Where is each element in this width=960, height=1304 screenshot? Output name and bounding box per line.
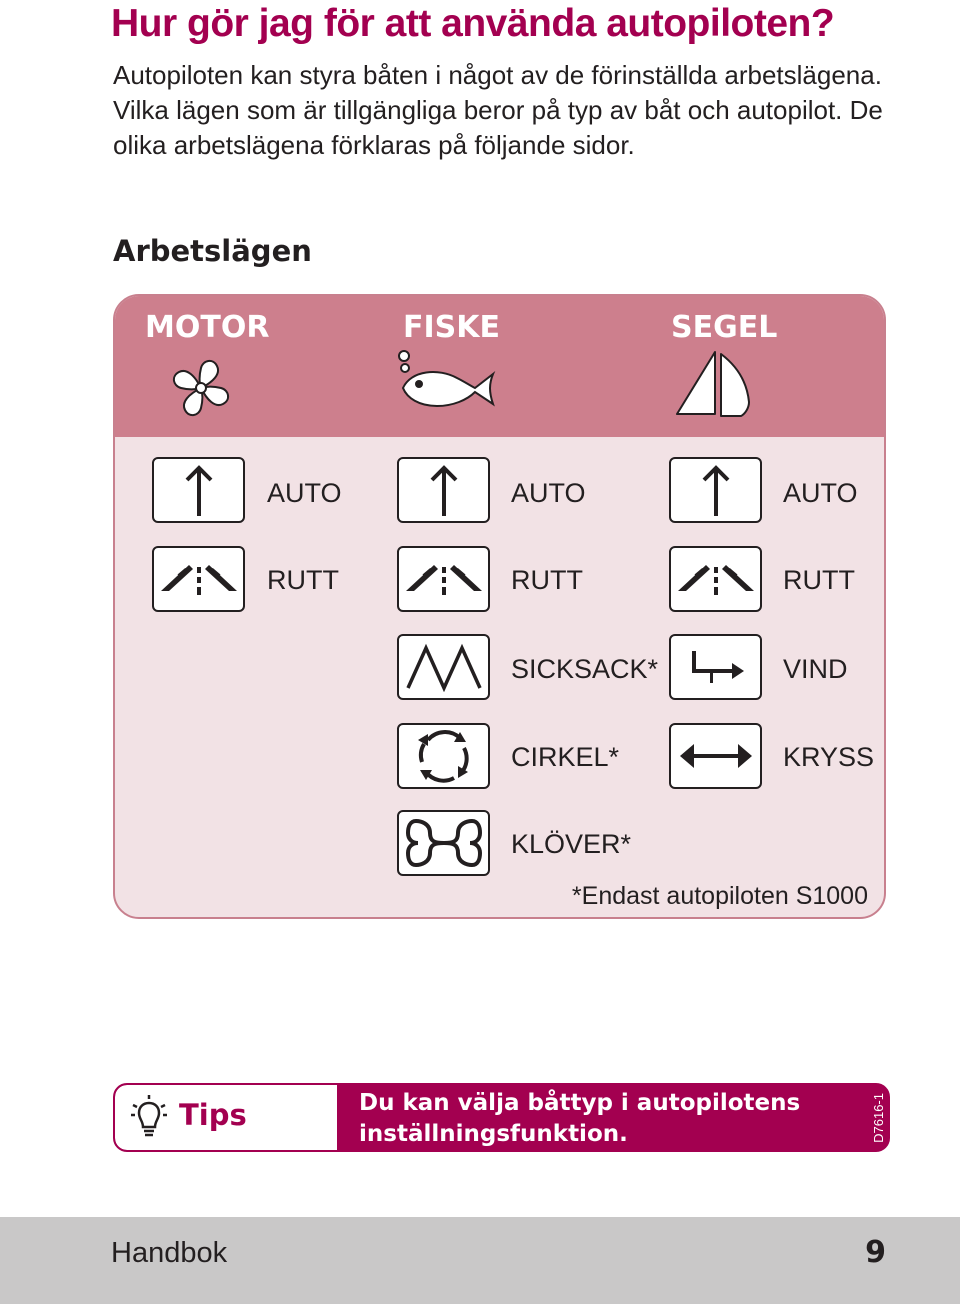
segel-route-label: RUTT [783, 565, 855, 595]
route-icon [676, 559, 756, 599]
auto-arrow-icon [424, 462, 464, 518]
column-title-motor: MOTOR [145, 310, 270, 345]
column-title-segel: SEGEL [671, 310, 778, 345]
cloverleaf-icon [404, 815, 484, 871]
fiske-zigzag-label: SICKSACK* [511, 654, 659, 684]
footer-title: Handbok [111, 1237, 228, 1269]
fiske-route-button[interactable] [397, 546, 490, 612]
section-title: Arbetslägen [113, 234, 312, 268]
circle-arrows-icon [414, 726, 474, 786]
fiske-auto-label: AUTO [511, 478, 586, 508]
tips-text: Du kan välja båttyp i autopilotens inställningsfunktion. [359, 1090, 801, 1147]
segel-route-button[interactable] [669, 546, 762, 612]
wind-icon [684, 647, 748, 687]
segel-wind-label: VIND [783, 654, 848, 684]
fiske-clover-label: KLÖVER* [511, 829, 632, 859]
motor-route-label: RUTT [267, 565, 339, 595]
fish-icon [395, 348, 499, 426]
modes-panel [113, 294, 886, 919]
auto-arrow-icon [179, 462, 219, 518]
page-footer [0, 1217, 960, 1304]
fiske-circle-button[interactable] [397, 723, 490, 789]
route-icon [159, 559, 239, 599]
propeller-icon [167, 354, 235, 426]
fiske-circle-label: CIRKEL* [511, 742, 620, 772]
segel-auto-label: AUTO [783, 478, 858, 508]
segel-wind-button[interactable] [669, 634, 762, 700]
motor-auto-button[interactable] [152, 457, 245, 523]
figure-code: D7616-1 [871, 1093, 886, 1143]
fiske-route-label: RUTT [511, 565, 583, 595]
zigzag-icon [404, 642, 484, 692]
segel-auto-button[interactable] [669, 457, 762, 523]
modes-panel-header [115, 296, 884, 437]
segel-tack-label: KRYSS [783, 742, 875, 772]
sail-icon [675, 348, 755, 426]
segel-tack-button[interactable] [669, 723, 762, 789]
tack-icon [678, 738, 754, 774]
page-number: 9 [865, 1235, 886, 1270]
route-icon [404, 559, 484, 599]
motor-auto-label: AUTO [267, 478, 342, 508]
lightbulb-icon [129, 1095, 169, 1145]
fiske-clover-button[interactable] [397, 810, 490, 876]
fiske-zigzag-button[interactable] [397, 634, 490, 700]
auto-arrow-icon [696, 462, 736, 518]
tips-label-area [115, 1085, 337, 1150]
intro-paragraph: Autopiloten kan styra båten i något av de förinställda arbetslägena. Vilka lägen som är tillgängliga beror på typ av båt och autopilot. De olika arbetslägena förklaras på följande sidor. [113, 60, 883, 160]
motor-route-button[interactable] [152, 546, 245, 612]
footnote: *Endast autopiloten S1000 [571, 882, 868, 910]
tips-label: Tips [179, 1098, 247, 1132]
fiske-auto-button[interactable] [397, 457, 490, 523]
tips-box [113, 1083, 890, 1152]
page-heading: Hur gör jag för att använda autopiloten? [111, 2, 835, 45]
column-title-fiske: FISKE [403, 310, 501, 345]
